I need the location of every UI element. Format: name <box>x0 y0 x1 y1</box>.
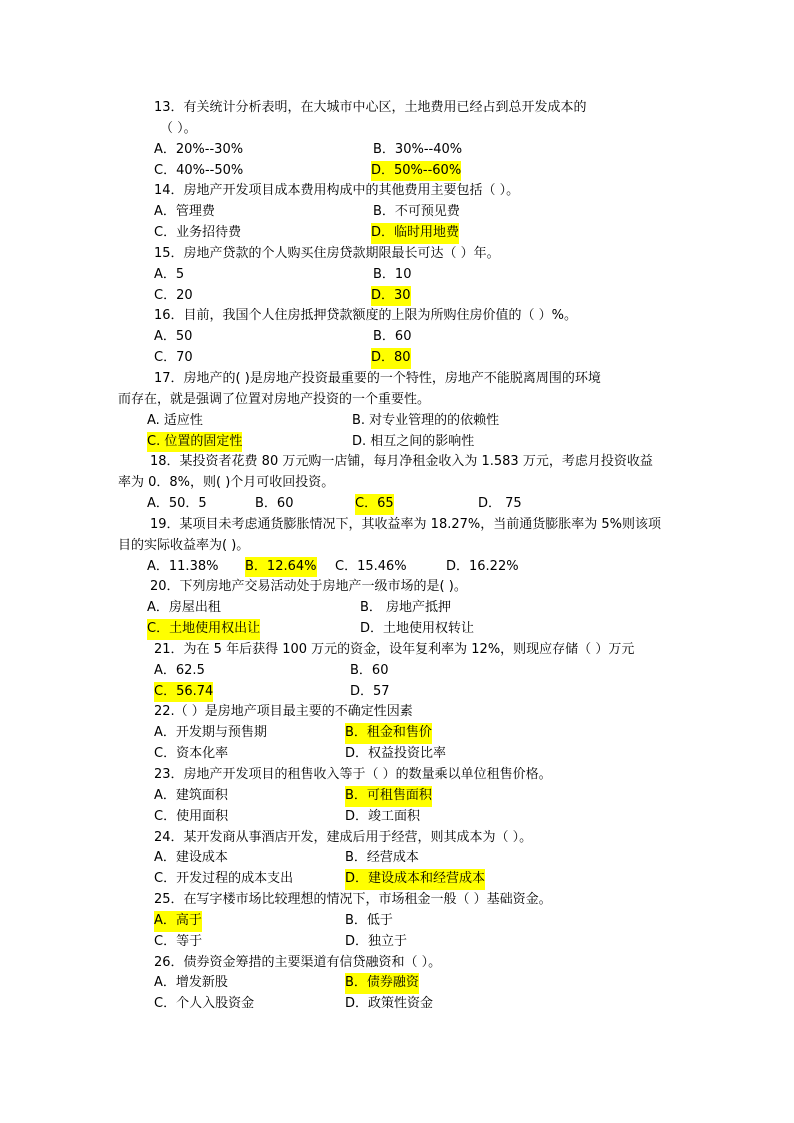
question-15-options-row-2 <box>0 286 794 307</box>
question-14-options-row-1 <box>0 202 794 223</box>
option-a: A．62.5 <box>154 662 205 678</box>
question-20-options-row-1 <box>0 598 794 619</box>
option-a: A．11.38% <box>147 558 219 574</box>
option-b: B．不可预见费 <box>373 204 460 220</box>
option-c: C．个人入股资金 <box>154 996 255 1012</box>
question-25-stem: 25．在写字楼市场比较理想的情况下，市场租金一般（ ）基础资金。 <box>154 892 552 908</box>
option-b-answer: B．租金和售价 <box>345 723 432 744</box>
option-b-answer: B．12.64% <box>245 557 317 578</box>
option-c: C．等于 <box>154 933 203 949</box>
option-a: A．5 <box>154 266 185 282</box>
option-b: B．30%--40% <box>373 141 463 157</box>
option-b: B．60 <box>255 496 294 512</box>
option-d-answer: D．80 <box>371 348 411 369</box>
option-d: D. 相互之间的影响性 <box>352 433 475 449</box>
option-d: D．政策性资金 <box>345 996 434 1012</box>
question-19-options-row <box>0 557 794 578</box>
option-d-answer: D．30 <box>371 286 411 307</box>
option-a: A．房屋出租 <box>147 600 221 616</box>
question-23-stem: 23．房地产开发项目的租售收入等于（ ）的数量乘以单位租售价格。 <box>154 767 552 782</box>
question-16-options-row-2 <box>0 348 794 369</box>
option-d: D．独立于 <box>345 933 408 949</box>
option-b-answer: B．可租售面积 <box>345 786 432 807</box>
option-b: B． 房地产抵押 <box>360 600 452 616</box>
option-c: C．使用面积 <box>154 808 229 824</box>
option-c: C．40%--50% <box>154 162 244 178</box>
option-c-answer: C．65 <box>355 494 394 515</box>
question-24-options-row-1 <box>0 848 794 869</box>
question-20-stem: 20．下列房地产交易活动处于房地产一级市场的是( )。 <box>150 579 467 595</box>
option-d: D．权益投资比率 <box>345 746 447 762</box>
question-25-options-row-1 <box>0 911 794 932</box>
question-17-stem-cont: 而存在，就是强调了位置对房地产投资的一个重要性。 <box>118 391 431 407</box>
option-a: A．建设成本 <box>154 850 228 866</box>
question-23-options-row-1 <box>0 786 794 807</box>
option-b-answer: B．债券融资 <box>345 973 419 994</box>
option-b: B．10 <box>373 266 412 282</box>
question-19-stem: 19．某项目未考虑通货膨胀情况下，其收益率为 18.27%，当前通货膨胀率为 5%则该项 <box>150 516 661 532</box>
option-a: A．增发新股 <box>154 975 228 991</box>
option-c: C．开发过程的成本支出 <box>154 871 294 887</box>
question-26-options-row-2 <box>0 994 794 1015</box>
option-a: A．20%--30% <box>154 141 244 157</box>
option-c: C．15.46% <box>335 558 407 574</box>
option-c-answer: C. 位置的固定性 <box>147 432 242 453</box>
option-c-answer: C．土地使用权出让 <box>147 619 260 640</box>
option-d-answer: D．临时用地费 <box>371 223 459 244</box>
question-17-options-row-1 <box>0 411 794 432</box>
question-17-stem: 17．房地产的( )是房地产投资最重要的一个特性，房地产不能脱离周围的环境 <box>154 370 601 386</box>
option-c-answer: C．56.74 <box>154 682 213 703</box>
question-21-options-row-2 <box>0 682 794 703</box>
question-22-options-row-2 <box>0 744 794 765</box>
question-19-stem-cont: 目的实际收益率为( )。 <box>118 537 250 553</box>
question-24-options-row-2 <box>0 869 794 890</box>
question-13-options-row-2 <box>0 161 794 182</box>
option-b: B．60 <box>373 329 412 345</box>
question-15-stem: 15．房地产贷款的个人购买住房贷款期限最长可达（ ）年。 <box>154 245 500 261</box>
option-c: C．资本化率 <box>154 746 229 762</box>
question-23-options-row-2 <box>0 807 794 828</box>
question-16-options-row-1 <box>0 327 794 348</box>
option-d-answer: D．建设成本和经营成本 <box>345 869 485 890</box>
option-d: D．土地使用权转让 <box>360 621 475 637</box>
question-15-options-row-1 <box>0 265 794 286</box>
question-14-options-row-2 <box>0 223 794 244</box>
question-24-stem: 24．某开发商从事酒店开发，建成后用于经营，则其成本为（ ）。 <box>154 829 533 845</box>
option-b: B．60 <box>350 662 389 678</box>
option-a: A．建筑面积 <box>154 787 228 803</box>
option-a: A．50 <box>154 329 193 345</box>
question-13-stem: 13．有关统计分析表明，在大城市中心区，土地费用已经占到总开发成本的 <box>154 100 587 115</box>
question-13-stem-cont: （ ）。 <box>160 120 197 136</box>
question-26-stem: 26．债券资金筹措的主要渠道有信贷融资和（ ）。 <box>154 954 442 970</box>
option-a: A．开发期与预售期 <box>154 725 267 741</box>
option-d-answer: D．50%--60% <box>371 161 461 182</box>
question-17-options-row-2 <box>0 432 794 453</box>
option-d: D． 75 <box>478 496 522 512</box>
option-d: D．57 <box>350 683 390 699</box>
question-26-options-row-1 <box>0 973 794 994</box>
question-21-stem: 21．为在 5 年后获得 100 万元的资金，设年复利率为 12%，则现应存储（ ）万元 <box>154 641 635 657</box>
option-d: D．16.22% <box>446 558 519 574</box>
question-18-stem-cont: 率为 0．8%，则( )个月可收回投资。 <box>118 475 335 491</box>
question-25-options-row-2 <box>0 932 794 953</box>
option-d: D．竣工面积 <box>345 808 421 824</box>
option-c: C．20 <box>154 287 193 303</box>
question-13-options-row-1 <box>0 140 794 161</box>
question-21-options-row-1 <box>0 661 794 682</box>
question-22-options-row-1 <box>0 723 794 744</box>
question-18-options-row <box>0 494 794 515</box>
question-20-options-row-2 <box>0 619 794 640</box>
option-a-answer: A．高于 <box>154 911 202 932</box>
question-16-stem: 16．目前，我国个人住房抵押贷款额度的上限为所购住房价值的（ ）%。 <box>154 308 578 324</box>
option-b: B．低于 <box>345 912 393 928</box>
option-c: C．业务招待费 <box>154 225 242 241</box>
option-a: A．50．5 <box>147 496 207 512</box>
option-b: B. 对专业管理的的依赖性 <box>352 412 500 428</box>
option-a: A. 适应性 <box>147 412 203 428</box>
question-list <box>0 98 794 1015</box>
question-22-stem: 22.（ ）是房地产项目最主要的不确定性因素 <box>154 704 413 720</box>
question-18-stem: 18．某投资者花费 80 万元购一店铺，每月净租金收入为 1.583 万元，考虑月投资收益 <box>150 454 653 470</box>
option-b: B．经营成本 <box>345 850 419 866</box>
question-14-stem: 14．房地产开发项目成本费用构成中的其他费用主要包括（ ）。 <box>154 183 520 199</box>
option-c: C．70 <box>154 350 193 366</box>
option-a: A．管理费 <box>154 204 215 220</box>
